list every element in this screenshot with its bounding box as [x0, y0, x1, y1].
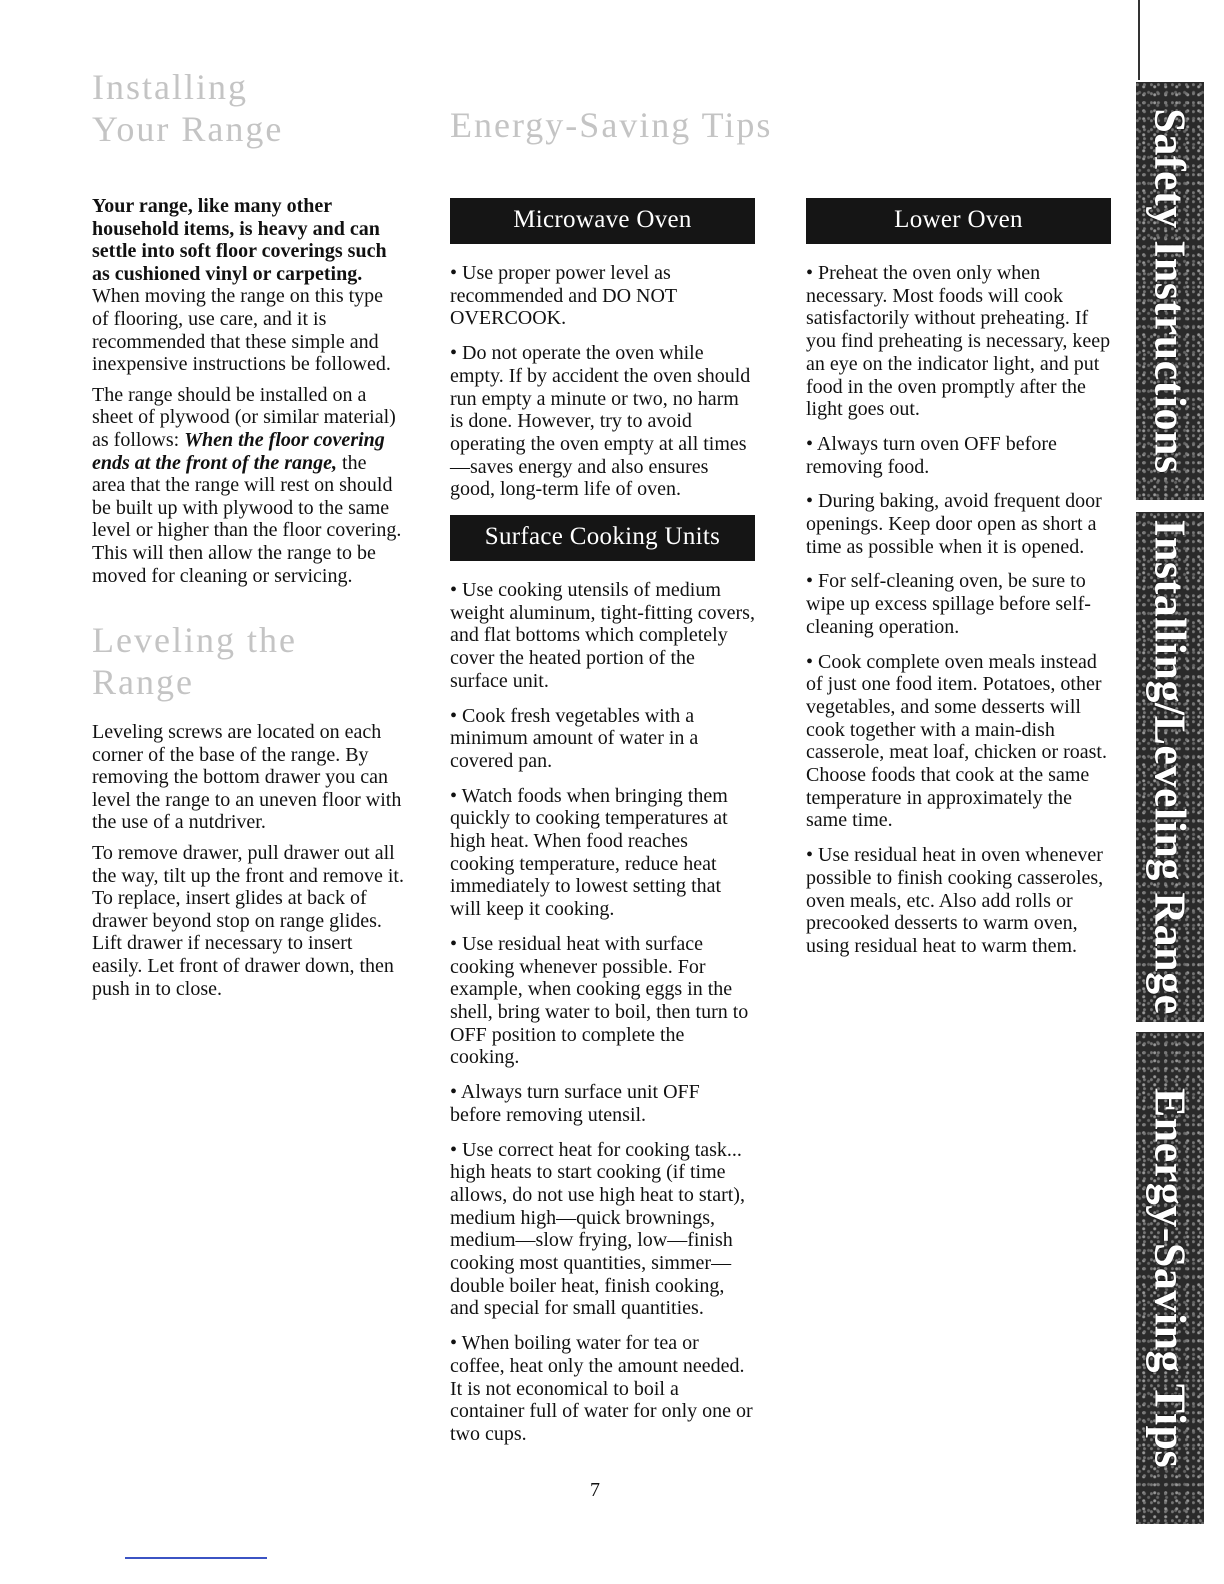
- list-item: • Cook complete oven meals instead of just one food item. Potatoes, other vegetables, and some desserts will cook together with a main-dish casserole, meat loaf, chicken or roast. Choose foods that cook at the same temperature in approximately the same time.: [806, 651, 1111, 833]
- plywood-paragraph: [92, 384, 404, 587]
- list-item: • Do not operate the oven while empty. If by accident the oven should run empty a minute or two, no harm is done. However, try to avoid operating the oven empty at all times—saves energy and also ensures good, long-term life of oven.: [450, 342, 755, 501]
- installing-text: [92, 195, 404, 587]
- lower-oven-tips-list: [806, 262, 1111, 958]
- tab-safety-instructions[interactable]: [1136, 82, 1204, 500]
- list-item: • For self-cleaning oven, be sure to wipe up excess spillage before self-cleaning operation.: [806, 570, 1111, 638]
- tab-label: Energy-Saving Tips: [1145, 1087, 1195, 1469]
- list-item: • Cook fresh vegetables with a minimum amount of water in a covered pan.: [450, 705, 755, 773]
- tab-installing-leveling[interactable]: [1136, 512, 1204, 1022]
- tab-label: Installing/Leveling Range: [1145, 519, 1195, 1015]
- list-item: • Use cooking utensils of medium weight aluminum, tight-fitting covers, and flat bottoms which completely cover the heated portion of the surface unit.: [450, 579, 755, 693]
- microwave-tips-list: [450, 262, 755, 501]
- heading-line: Your Range: [92, 109, 284, 149]
- list-item: • Watch foods when bringing them quickly to cooking temperatures at high heat. When food reaches cooking temperature, reduce heat immediately to lowest setting that will keep it cooking.: [450, 785, 755, 921]
- column-microwave-surface: [450, 0, 755, 1458]
- list-item: • Use proper power level as recommended and DO NOT OVERCOOK.: [450, 262, 755, 330]
- surface-tips-list: [450, 579, 755, 1446]
- plywood-emphasis: When the floor covering ends at the front of the range,: [92, 428, 385, 474]
- page-number: 7: [590, 1479, 600, 1501]
- list-item: • During baking, avoid frequent door openings. Keep door open as short a time as possible when it is opened.: [806, 490, 1111, 558]
- microwave-oven-header: Microwave Oven: [450, 198, 755, 244]
- column-installing: [92, 0, 404, 1008]
- tab-label: Safety Instructions: [1145, 108, 1195, 474]
- tab-energy-saving[interactable]: [1136, 1032, 1204, 1524]
- heading-line: Installing: [92, 67, 248, 107]
- list-item: • Use residual heat in oven whenever possible to finish cooking casseroles, oven meals, etc. Also add rolls or precooked desserts to warm oven, using residual heat to warm them.: [806, 844, 1111, 958]
- installing-heading: [92, 66, 404, 150]
- surface-cooking-header: Surface Cooking Units: [450, 515, 755, 561]
- lower-oven-header: Lower Oven: [806, 198, 1111, 244]
- leveling-paragraph: Leveling screws are located on each corner of the base of the range. By removing the bottom drawer you can level the range to an uneven floor with the use of a nutdriver.: [92, 721, 402, 834]
- list-item: • Always turn surface unit OFF before removing utensil.: [450, 1081, 755, 1126]
- plywood-text-a: The range should be installed on a sheet of plywood (or similar material) as follows:: [92, 383, 396, 451]
- column-lower-oven: [806, 0, 1111, 970]
- list-item: • Use correct heat for cooking task... high heats to start cooking (if time allows, do not use high heat to start), medium high—quick brownings, medium—slow frying, low—finish cooking most quantities, simmer—double boiler heat, finish cooking, and special for small quantities.: [450, 1139, 755, 1321]
- footer-rule: [125, 1557, 267, 1559]
- list-item: • Always turn oven OFF before removing food.: [806, 433, 1111, 478]
- energy-saving-heading: Energy-Saving Tips: [450, 105, 773, 145]
- side-tabs: [1136, 0, 1206, 1528]
- drawer-paragraph: To remove drawer, pull drawer out all the way, tilt up the front and remove it. To replace, insert glides at back of drawer beyond stop on range glides. Lift drawer if necessary to insert easily. Let front of drawer down, then push in to close.: [92, 842, 404, 1000]
- intro-rest: When moving the range on this type of flooring, use care, and it is recommended that these simple and inexpensive instructions be followed.: [92, 285, 391, 376]
- intro-bold: Your range, like many other household items, is heavy and can settle into soft floor coverings such as cushioned vinyl or carpeting.: [92, 195, 387, 285]
- list-item: • Use residual heat with surface cooking whenever possible. For example, when cooking eggs in the shell, bring water to boil, then turn to OFF position to complete the cooking.: [450, 933, 755, 1069]
- plywood-text-b: the area that the range will rest on should be built up with plywood to the same level or higher than the floor covering. This will then allow the range to be moved for cleaning or servicing.: [92, 451, 402, 587]
- heading-line: Leveling the: [92, 620, 297, 661]
- list-item: • When boiling water for tea or coffee, heat only the amount needed. It is not economical to boil a container full of water for only one or two cups.: [450, 1332, 755, 1446]
- leveling-heading: [92, 619, 404, 703]
- list-item: • Preheat the oven only when necessary. Most foods will cook satisfactorily without preheating. If you find preheating is necessary, keep an eye on the indicator light, and put food in the oven promptly after the light goes out.: [806, 262, 1111, 421]
- leveling-text: [92, 721, 404, 1000]
- heading-line: Range: [92, 662, 194, 703]
- intro-paragraph: [92, 195, 404, 376]
